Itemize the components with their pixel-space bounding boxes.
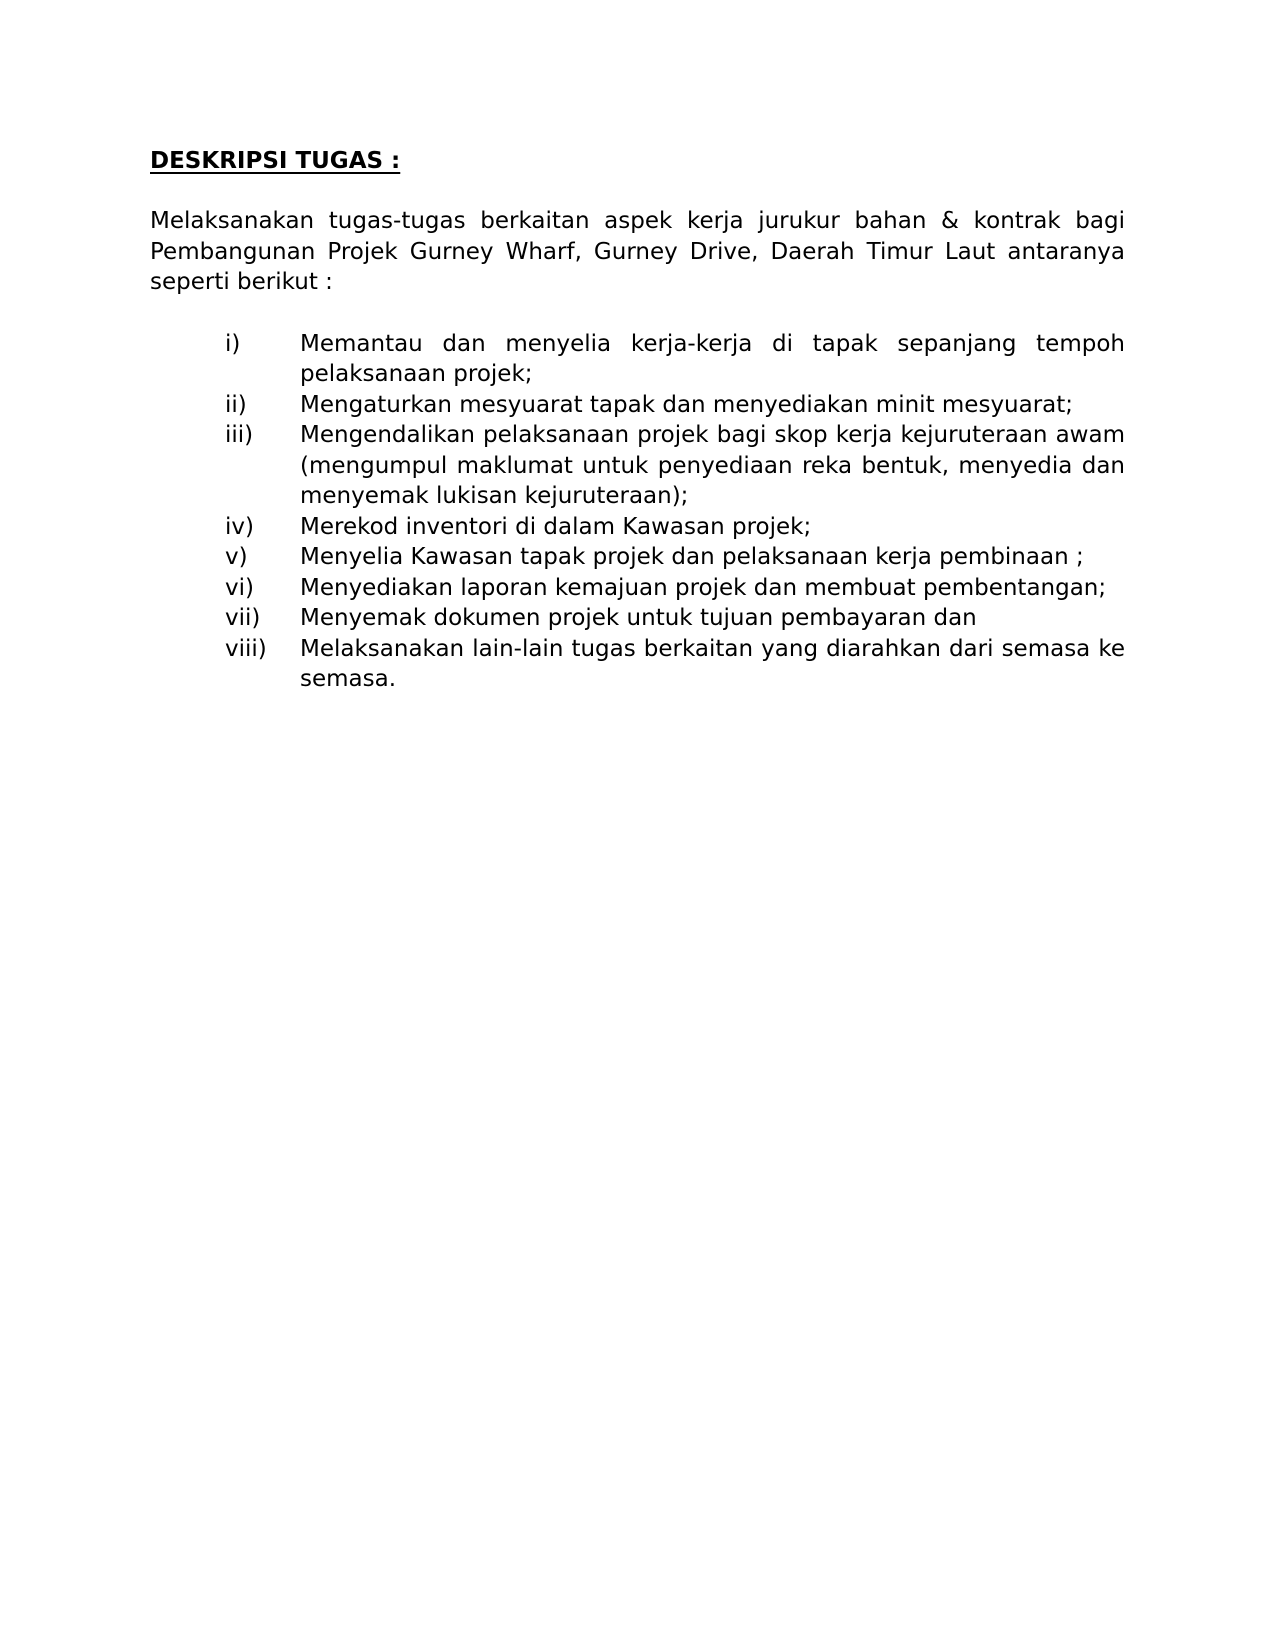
duty-number: v) <box>225 544 248 570</box>
duty-text: Merekod inventori di dalam Kawasan projek; <box>300 513 812 540</box>
duties-list <box>150 329 1125 695</box>
duty-text: Mengendalikan pelaksanaan projek bagi skop kerja kejuruteraan awam (mengumpul maklumat untuk penyediaan reka bentuk, menyedia dan menyemak lukisan kejuruteraan); <box>300 422 1125 509</box>
document-page <box>150 146 1125 695</box>
duty-number: vi) <box>225 574 254 601</box>
duty-text: Melaksanakan lain-lain tugas berkaitan yang diarahkan dari semasa ke semasa. <box>300 635 1125 692</box>
duty-text: Menyemak dokumen projek untuk tujuan pembayaran dan <box>300 605 977 631</box>
duty-number: iv) <box>225 513 254 540</box>
duty-item <box>150 573 1125 604</box>
duty-item <box>150 512 1125 543</box>
duty-text: Mengaturkan mesyuarat tapak dan menyediakan minit mesyuarat; <box>300 391 1074 418</box>
duty-number: vii) <box>225 605 261 631</box>
duty-item <box>150 634 1125 695</box>
duty-item <box>150 420 1125 512</box>
duty-item <box>150 329 1125 390</box>
duty-text: Menyediakan laporan kemajuan projek dan membuat pembentangan; <box>300 574 1107 601</box>
duty-number: i) <box>225 330 241 357</box>
duty-item <box>150 603 1125 634</box>
duty-number: ii) <box>225 391 247 418</box>
intro-paragraph: Melaksanakan tugas-tugas berkaitan aspek kerja jurukur bahan & kontrak bagi Pembangunan Projek Gurney Wharf, Gurney Drive, Daerah Timur Laut antaranya seperti berikut : <box>150 208 1125 295</box>
duty-text: Memantau dan menyelia kerja-kerja di tapak sepanjang tempoh pelaksanaan projek; <box>300 330 1125 387</box>
section-heading: DESKRIPSI TUGAS : <box>150 148 401 174</box>
duty-item <box>150 542 1125 573</box>
duty-item <box>150 390 1125 421</box>
duty-number: iii) <box>225 422 254 448</box>
duty-number: viii) <box>225 635 267 662</box>
duty-text: Menyelia Kawasan tapak projek dan pelaksanaan kerja pembinaan ; <box>300 544 1084 570</box>
